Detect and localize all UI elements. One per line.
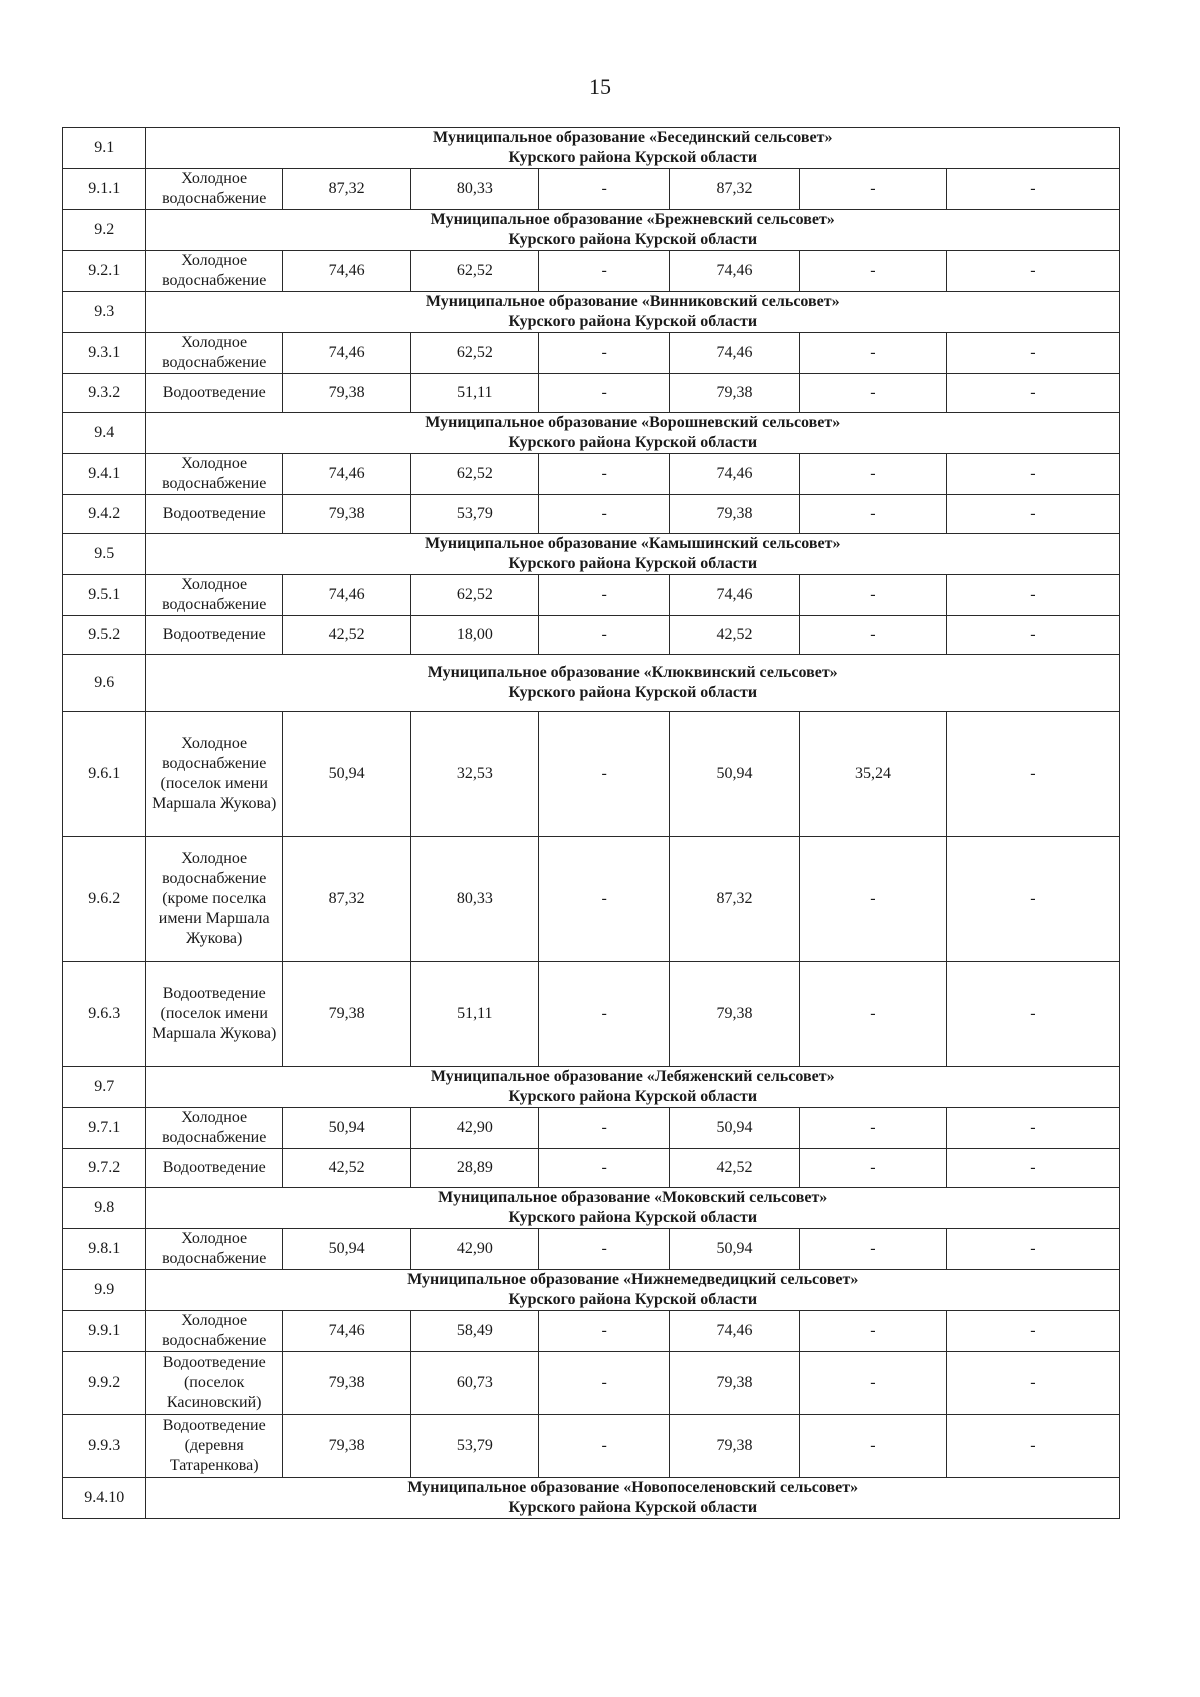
table-row <box>63 454 1120 495</box>
section-number: 9.9 <box>63 1270 146 1311</box>
row-number: 9.3.1 <box>63 333 146 374</box>
section-row <box>63 128 1120 169</box>
table-row <box>63 712 1120 837</box>
tariff-value: - <box>946 616 1119 655</box>
tariff-value: 62,52 <box>411 454 539 495</box>
section-number: 9.2 <box>63 210 146 251</box>
service-name: Водоотведение (поселок имени Маршала Жукова) <box>146 962 282 1067</box>
tariff-value: 32,53 <box>411 712 539 837</box>
section-title <box>146 413 1120 454</box>
section-row <box>63 1188 1120 1229</box>
service-name: Холодное водоснабжение <box>146 333 282 374</box>
tariff-value: 87,32 <box>669 169 799 210</box>
table-row <box>63 495 1120 534</box>
row-number: 9.9.2 <box>63 1352 146 1415</box>
row-number: 9.1.1 <box>63 169 146 210</box>
tariff-value: 80,33 <box>411 169 539 210</box>
table-row <box>63 169 1120 210</box>
tariff-value: 74,46 <box>282 251 410 292</box>
tariff-value: - <box>946 374 1119 413</box>
table-row <box>63 616 1120 655</box>
tariff-value: - <box>539 495 669 534</box>
tariff-value: 35,24 <box>800 712 947 837</box>
row-number: 9.9.1 <box>63 1311 146 1352</box>
tariff-value: - <box>539 962 669 1067</box>
section-row <box>63 1270 1120 1311</box>
tariff-value: - <box>946 575 1119 616</box>
tariff-value: - <box>800 495 947 534</box>
section-subtitle-line: Курского района Курской области <box>508 555 758 572</box>
tariff-value: - <box>946 1108 1119 1149</box>
table-row <box>63 333 1120 374</box>
tariff-value: 79,38 <box>282 962 410 1067</box>
tariff-value: 74,46 <box>282 575 410 616</box>
tariff-value: - <box>539 333 669 374</box>
tariff-value: 80,33 <box>411 837 539 962</box>
service-name: Водоотведение (деревня Татаренкова) <box>146 1415 282 1478</box>
service-name: Водоотведение <box>146 1149 282 1188</box>
row-number: 9.6.3 <box>63 962 146 1067</box>
tariff-value: - <box>539 251 669 292</box>
section-title <box>146 210 1120 251</box>
section-title-line: Муниципальное образование «Винниковский сельсовет» <box>425 293 840 310</box>
section-number: 9.7 <box>63 1067 146 1108</box>
section-title-line: Муниципальное образование «Лебяженский сельсовет» <box>430 1068 835 1085</box>
table-row <box>63 837 1120 962</box>
tariff-value: - <box>946 837 1119 962</box>
section-title <box>146 1478 1120 1519</box>
section-number: 9.6 <box>63 655 146 712</box>
row-number: 9.9.3 <box>63 1415 146 1478</box>
tariff-value: - <box>946 1229 1119 1270</box>
tariff-value: 50,94 <box>282 712 410 837</box>
row-number: 9.8.1 <box>63 1229 146 1270</box>
tariff-value: - <box>800 962 947 1067</box>
tariff-value: 79,38 <box>669 374 799 413</box>
section-subtitle-line: Курского района Курской области <box>508 1209 758 1226</box>
section-row <box>63 210 1120 251</box>
tariff-value: - <box>946 333 1119 374</box>
tariff-value: 79,38 <box>282 495 410 534</box>
tariff-value: 79,38 <box>282 374 410 413</box>
section-title <box>146 534 1120 575</box>
table-row <box>63 251 1120 292</box>
section-row <box>63 655 1120 712</box>
table-row <box>63 1108 1120 1149</box>
tariff-value: 28,89 <box>411 1149 539 1188</box>
section-number: 9.1 <box>63 128 146 169</box>
service-name: Холодное водоснабжение <box>146 1108 282 1149</box>
tariff-value: 87,32 <box>282 169 410 210</box>
row-number: 9.5.2 <box>63 616 146 655</box>
tariff-value: - <box>539 169 669 210</box>
tariff-value: 50,94 <box>669 1108 799 1149</box>
tariff-value: 74,46 <box>669 1311 799 1352</box>
tariff-value: 74,46 <box>669 333 799 374</box>
tariff-value: 79,38 <box>669 962 799 1067</box>
row-number: 9.4.2 <box>63 495 146 534</box>
tariff-value: - <box>800 575 947 616</box>
service-name: Водоотведение <box>146 495 282 534</box>
tariff-value: - <box>800 837 947 962</box>
tariff-value: - <box>800 1229 947 1270</box>
tariff-value: 58,49 <box>411 1311 539 1352</box>
tariff-value: - <box>539 712 669 837</box>
tariff-value: 79,38 <box>282 1415 410 1478</box>
row-number: 9.2.1 <box>63 251 146 292</box>
tariff-value: 53,79 <box>411 495 539 534</box>
tariff-value: - <box>800 251 947 292</box>
tariff-value: 62,52 <box>411 333 539 374</box>
tariff-value: 74,46 <box>669 454 799 495</box>
tariff-value: - <box>800 616 947 655</box>
tariff-value: - <box>946 1149 1119 1188</box>
tariff-value: - <box>800 1415 947 1478</box>
tariff-value: - <box>946 1352 1119 1415</box>
service-name: Холодное водоснабжение <box>146 454 282 495</box>
section-number: 9.3 <box>63 292 146 333</box>
section-title <box>146 1188 1120 1229</box>
section-title-line: Муниципальное образование «Брежневский сельсовет» <box>430 211 835 228</box>
service-name: Холодное водоснабжение (кроме поселка имени Маршала Жукова) <box>146 837 282 962</box>
section-title-line: Муниципальное образование «Новопоселеновский сельсовет» <box>407 1479 859 1496</box>
table-row <box>63 1415 1120 1478</box>
section-title-line: Муниципальное образование «Ворошневский сельсовет» <box>425 414 841 431</box>
tariff-value: - <box>539 1311 669 1352</box>
tariff-value: - <box>539 454 669 495</box>
tariff-value: 79,38 <box>669 1415 799 1478</box>
row-number: 9.7.1 <box>63 1108 146 1149</box>
tariff-value: 62,52 <box>411 575 539 616</box>
tariff-value: - <box>946 495 1119 534</box>
tariff-value: 74,46 <box>282 1311 410 1352</box>
tariff-value: - <box>539 616 669 655</box>
section-number: 9.8 <box>63 1188 146 1229</box>
tariff-value: 42,52 <box>669 616 799 655</box>
tariff-value: 50,94 <box>282 1229 410 1270</box>
section-subtitle-line: Курского района Курской области <box>508 1499 758 1516</box>
tariff-value: 42,52 <box>282 1149 410 1188</box>
tariff-value: 51,11 <box>411 962 539 1067</box>
tariff-table-body <box>63 128 1120 1519</box>
tariff-value: 42,52 <box>282 616 410 655</box>
row-number: 9.7.2 <box>63 1149 146 1188</box>
section-title <box>146 128 1120 169</box>
section-row <box>63 292 1120 333</box>
row-number: 9.4.1 <box>63 454 146 495</box>
table-row <box>63 1311 1120 1352</box>
section-subtitle-line: Курского района Курской области <box>508 1088 758 1105</box>
service-name: Водоотведение <box>146 616 282 655</box>
tariff-value: 42,52 <box>669 1149 799 1188</box>
tariff-value: 79,38 <box>669 495 799 534</box>
tariff-value: - <box>539 1415 669 1478</box>
row-number: 9.3.2 <box>63 374 146 413</box>
tariff-value: 74,46 <box>669 575 799 616</box>
row-number: 9.6.1 <box>63 712 146 837</box>
tariff-value: - <box>800 1149 947 1188</box>
tariff-table <box>62 127 1120 1519</box>
service-name: Холодное водоснабжение <box>146 1311 282 1352</box>
section-subtitle-line: Курского района Курской области <box>508 149 758 166</box>
section-title-line: Муниципальное образование «Бесединский сельсовет» <box>433 129 833 146</box>
service-name: Холодное водоснабжение <box>146 1229 282 1270</box>
section-subtitle-line: Курского района Курской области <box>508 434 758 451</box>
tariff-value: 62,52 <box>411 251 539 292</box>
service-name: Холодное водоснабжение <box>146 575 282 616</box>
service-name: Холодное водоснабжение <box>146 251 282 292</box>
section-subtitle-line: Курского района Курской области <box>508 1291 758 1308</box>
section-title <box>146 1270 1120 1311</box>
tariff-value: - <box>539 575 669 616</box>
tariff-value: - <box>800 1108 947 1149</box>
tariff-value: 87,32 <box>669 837 799 962</box>
table-row <box>63 1149 1120 1188</box>
section-title-line: Муниципальное образование «Нижнемедведицкий сельсовет» <box>407 1271 859 1288</box>
tariff-value: - <box>946 1311 1119 1352</box>
tariff-value: 87,32 <box>282 837 410 962</box>
section-subtitle-line: Курского района Курской области <box>508 313 758 330</box>
service-name: Холодное водоснабжение <box>146 169 282 210</box>
tariff-value: 79,38 <box>282 1352 410 1415</box>
tariff-value: - <box>539 1352 669 1415</box>
page-number: 15 <box>589 74 611 99</box>
tariff-value: - <box>946 251 1119 292</box>
tariff-value: 42,90 <box>411 1108 539 1149</box>
section-subtitle-line: Курского района Курской области <box>508 684 758 701</box>
tariff-value: - <box>946 169 1119 210</box>
section-row <box>63 534 1120 575</box>
tariff-value: - <box>539 1149 669 1188</box>
table-row <box>63 1352 1120 1415</box>
tariff-value: 50,94 <box>669 712 799 837</box>
tariff-value: - <box>539 1229 669 1270</box>
tariff-value: - <box>539 837 669 962</box>
tariff-value: 50,94 <box>669 1229 799 1270</box>
tariff-value: 53,79 <box>411 1415 539 1478</box>
row-number: 9.5.1 <box>63 575 146 616</box>
tariff-value: 74,46 <box>282 454 410 495</box>
row-number: 9.6.2 <box>63 837 146 962</box>
tariff-value: 74,46 <box>669 251 799 292</box>
tariff-value: - <box>539 374 669 413</box>
section-number: 9.4 <box>63 413 146 454</box>
tariff-value: - <box>800 374 947 413</box>
tariff-value: - <box>946 712 1119 837</box>
section-title-line: Муниципальное образование «Моковский сельсовет» <box>438 1189 828 1206</box>
tariff-value: - <box>946 962 1119 1067</box>
section-number: 9.5 <box>63 534 146 575</box>
tariff-value: 51,11 <box>411 374 539 413</box>
table-row <box>63 1229 1120 1270</box>
section-title <box>146 655 1120 712</box>
section-title <box>146 292 1120 333</box>
service-name: Водоотведение (поселок Касиновский) <box>146 1352 282 1415</box>
tariff-value: - <box>800 454 947 495</box>
section-row <box>63 1067 1120 1108</box>
tariff-value: 74,46 <box>282 333 410 374</box>
tariff-value: - <box>946 1415 1119 1478</box>
tariff-value: - <box>946 454 1119 495</box>
section-subtitle-line: Курского района Курской области <box>508 231 758 248</box>
section-row <box>63 413 1120 454</box>
table-row <box>63 374 1120 413</box>
tariff-value: 42,90 <box>411 1229 539 1270</box>
section-title <box>146 1067 1120 1108</box>
tariff-value: 18,00 <box>411 616 539 655</box>
tariff-value: 79,38 <box>669 1352 799 1415</box>
table-row <box>63 575 1120 616</box>
section-row <box>63 1478 1120 1519</box>
section-title-line: Муниципальное образование «Клюквинский сельсовет» <box>427 664 838 681</box>
service-name: Холодное водоснабжение (поселок имени Маршала Жукова) <box>146 712 282 837</box>
tariff-value: - <box>800 169 947 210</box>
tariff-value: - <box>800 1311 947 1352</box>
service-name: Водоотведение <box>146 374 282 413</box>
section-number: 9.4.10 <box>63 1478 146 1519</box>
table-row <box>63 962 1120 1067</box>
tariff-value: 50,94 <box>282 1108 410 1149</box>
tariff-value: - <box>539 1108 669 1149</box>
tariff-value: - <box>800 1352 947 1415</box>
section-title-line: Муниципальное образование «Камышинский сельсовет» <box>424 535 841 552</box>
tariff-value: - <box>800 333 947 374</box>
tariff-value: 60,73 <box>411 1352 539 1415</box>
